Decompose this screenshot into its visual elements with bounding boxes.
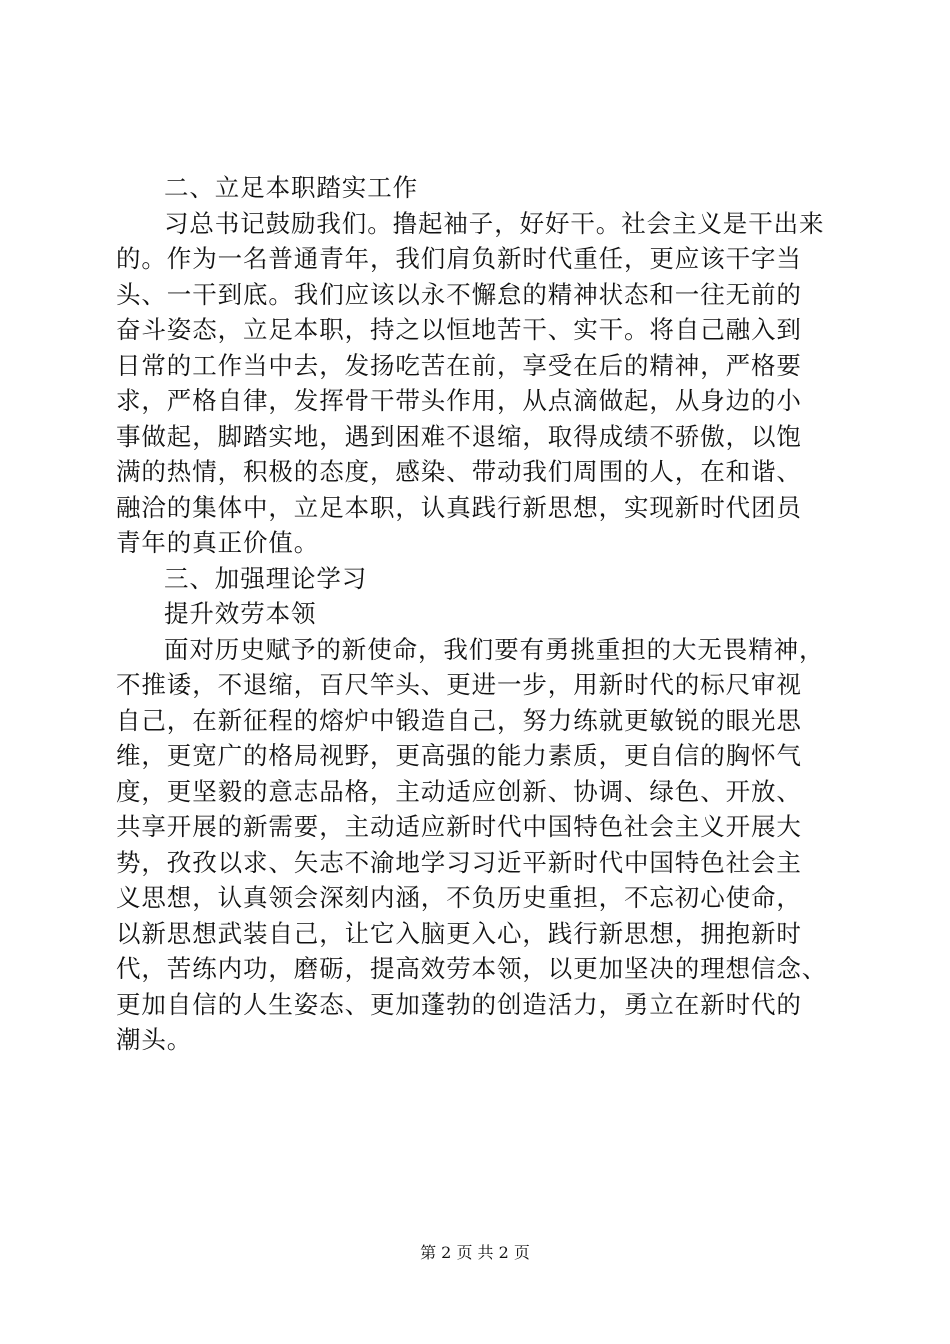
text-line: 更加自信的人生姿态、更加蓬勃的创造活力，勇立在新时代的 xyxy=(116,989,802,1019)
text-line: 义思想，认真领会深刻内涵，不负历史重担，不忘初心使命， xyxy=(116,883,802,912)
text-line: 不推诿，不退缩，百尺竿头、更进一步，用新时代的标尺审视 xyxy=(116,670,802,699)
page-footer: 第 2 页 共 2 页 xyxy=(420,1243,530,1262)
text-line: 以新思想武装自己，让它入脑更入心，践行新思想，拥抱新时 xyxy=(116,918,802,948)
text-line: 青年的真正价值。 xyxy=(116,528,320,557)
text-line: 二、立足本职踏实工作 xyxy=(164,173,418,202)
text-line: 势，孜孜以求、矢志不渝地学习习近平新时代中国特色社会主 xyxy=(116,847,802,877)
text-line: 奋斗姿态，立足本职，持之以恒地苦干、实干。将自己融入到 xyxy=(116,315,802,344)
text-line: 共享开展的新需要，主动适应新时代中国特色社会主义开展大 xyxy=(116,812,802,841)
text-line: 代，苦练内功，磨砺，提高效劳本领，以更加坚决的理想信念、 xyxy=(116,954,828,983)
document-body xyxy=(116,170,842,1058)
text-line: 面对历史赋予的新使命，我们要有勇挑重担的大无畏精神， xyxy=(164,634,825,664)
text-line: 潮头。 xyxy=(116,1025,193,1054)
text-line: 度，更坚毅的意志品格，主动适应创新、协调、绿色、开放、 xyxy=(116,776,802,806)
text-line: 提升效劳本领 xyxy=(164,599,317,628)
text-line: 事做起，脚踏实地，遇到困难不退缩，取得成绩不骄傲，以饱 xyxy=(116,421,802,451)
text-line: 的。作为一名普通青年，我们肩负新时代重任，更应该干字当 xyxy=(116,244,802,273)
text-line: 日常的工作当中去，发扬吃苦在前，享受在后的精神，严格要 xyxy=(116,350,802,380)
text-line: 三、加强理论学习 xyxy=(164,563,368,593)
text-line: 维，更宽广的格局视野，更高强的能力素质，更自信的胸怀气 xyxy=(116,741,802,770)
text-line: 习总书记鼓励我们。撸起袖子，好好干。社会主义是干出来 xyxy=(164,208,825,238)
text-line: 自己，在新征程的熔炉中锻造自己，努力练就更敏锐的眼光思 xyxy=(116,705,802,735)
text-line: 头、一干到底。我们应该以永不懈怠的精神状态和一往无前的 xyxy=(116,279,802,309)
text-line: 求，严格自律，发挥骨干带头作用，从点滴做起，从身边的小 xyxy=(116,386,802,415)
text-line: 满的热情，积极的态度，感染、带动我们周围的人，在和谐、 xyxy=(116,457,802,486)
text-line: 融洽的集体中，立足本职，认真践行新思想，实现新时代团员 xyxy=(116,492,802,522)
